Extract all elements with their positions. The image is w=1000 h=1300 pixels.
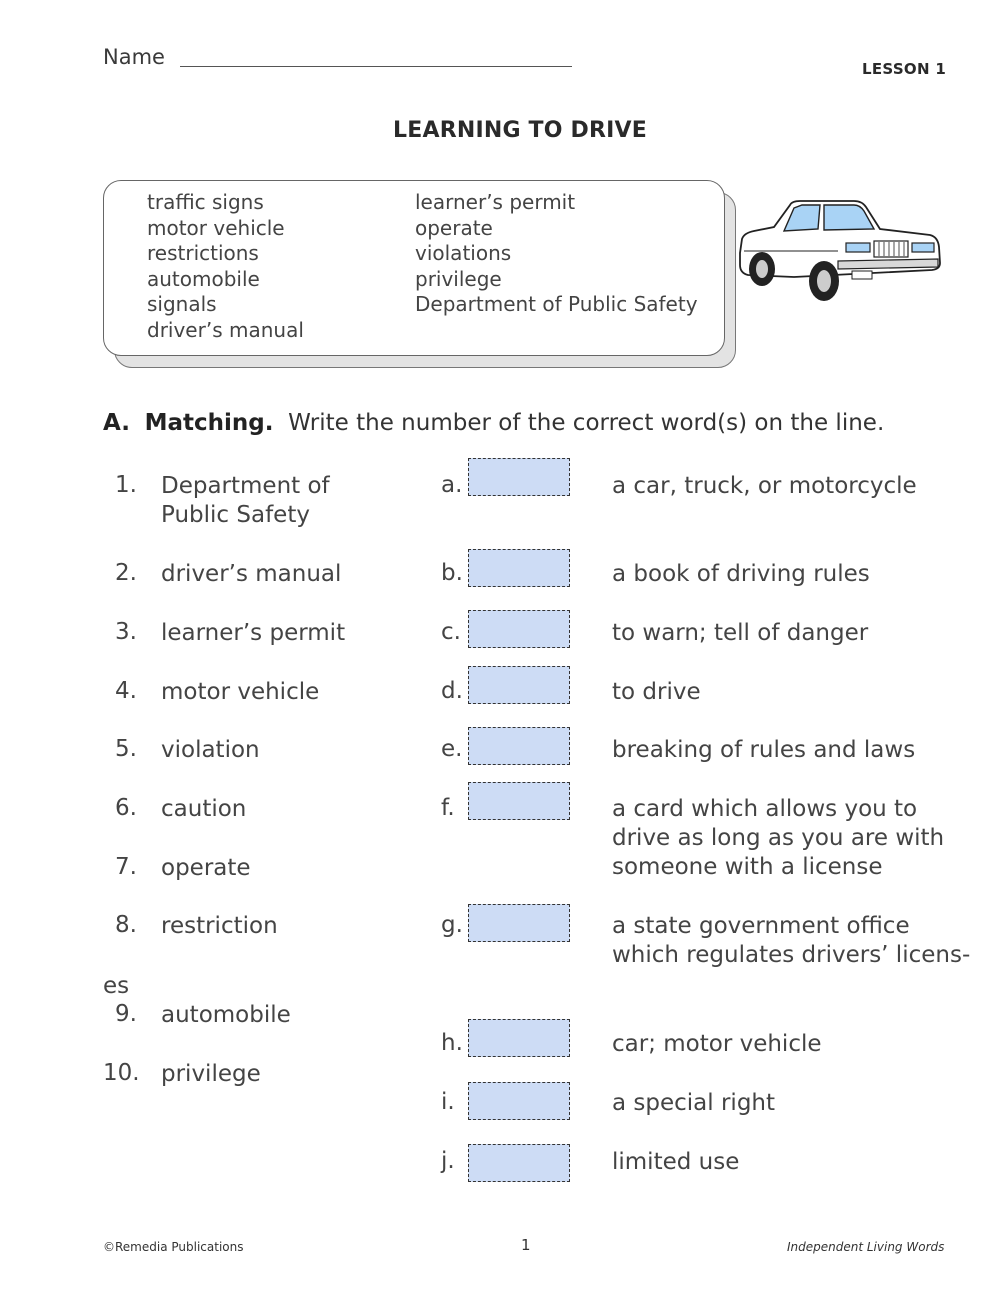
- definition-line: drive as long as you are with: [612, 825, 945, 851]
- footer-publisher: ©Remedia Publications: [103, 1240, 244, 1254]
- term-number: 8.: [115, 912, 137, 938]
- term-number: 2.: [115, 560, 137, 586]
- definition-text: a special right: [612, 1090, 776, 1116]
- definition-letter: c.: [441, 619, 461, 645]
- word-bank-item: violations: [415, 241, 512, 266]
- answer-box-c[interactable]: [468, 610, 570, 648]
- section-instructions: Write the number of the correct word(s) on the line.: [288, 410, 885, 436]
- answer-box-g[interactable]: [468, 904, 570, 942]
- word-bank-item: signals: [147, 292, 217, 317]
- word-bank-item: learner’s permit: [415, 190, 576, 214]
- definition-letter: d.: [441, 678, 463, 704]
- word-bank-item: restrictions: [147, 241, 259, 266]
- definition-line: a card which allows you to: [612, 796, 918, 822]
- term-text: operate: [161, 855, 251, 881]
- definition-text: breaking of rules and laws: [612, 737, 916, 763]
- term-text: violation: [161, 737, 260, 763]
- lesson-label: LESSON 1: [862, 60, 947, 78]
- term-number: 1.: [115, 472, 137, 498]
- footer-book-title: Independent Living Words: [787, 1240, 945, 1254]
- answer-box-b[interactable]: [468, 549, 570, 587]
- word-bank-item: traffic signs: [147, 190, 264, 214]
- word-bank-item: driver’s manual: [147, 317, 304, 342]
- word-bank-column-1: [147, 190, 304, 344]
- section-letter: A.: [103, 410, 130, 436]
- definition-letter: j.: [441, 1148, 455, 1174]
- definition-text: [612, 912, 970, 970]
- word-bank-item: privilege: [415, 266, 502, 291]
- definition-line: a state government office: [612, 913, 910, 939]
- section-title: Matching.: [144, 410, 274, 436]
- stray-text: es: [103, 973, 130, 999]
- word-bank-item: motor vehicle: [147, 215, 285, 240]
- definition-letter: g.: [441, 912, 463, 938]
- answer-box-j[interactable]: [468, 1144, 570, 1182]
- definition-text: to warn; tell of danger: [612, 620, 869, 646]
- term-text: automobile: [161, 1002, 291, 1028]
- answer-box-a[interactable]: [468, 458, 570, 496]
- term-text: privilege: [161, 1061, 261, 1087]
- page-title: LEARNING TO DRIVE: [393, 118, 647, 143]
- term-text: restriction: [161, 913, 278, 939]
- section-heading: [103, 410, 884, 436]
- term-text: caution: [161, 796, 247, 822]
- page-number: 1: [521, 1236, 531, 1254]
- term-number: 4.: [115, 678, 137, 704]
- definition-letter: i.: [441, 1089, 455, 1115]
- definition-letter: b.: [441, 560, 463, 586]
- definition-letter: h.: [441, 1030, 463, 1056]
- term-text: learner’s permit: [161, 620, 346, 646]
- definition-text: car; motor vehicle: [612, 1031, 822, 1057]
- answer-box-d[interactable]: [468, 666, 570, 704]
- term-number: 6.: [115, 795, 137, 821]
- term-number: 10.: [103, 1060, 140, 1086]
- answer-box-e[interactable]: [468, 727, 570, 765]
- term-line: Department of: [161, 473, 330, 499]
- answer-box-h[interactable]: [468, 1019, 570, 1057]
- term-text: motor vehicle: [161, 679, 320, 705]
- definition-line: someone with a license: [612, 854, 883, 880]
- car-illustration: [734, 195, 944, 305]
- name-label: Name: [103, 45, 165, 69]
- definition-text: limited use: [612, 1149, 740, 1175]
- term-text: [161, 472, 330, 530]
- name-line[interactable]: [180, 66, 572, 67]
- term-text: driver’s manual: [161, 561, 342, 587]
- term-number: 9.: [115, 1001, 137, 1027]
- definition-text: to drive: [612, 679, 701, 705]
- definition-line: which regulates drivers’ licens-: [612, 942, 971, 968]
- answer-box-f[interactable]: [468, 782, 570, 820]
- term-number: 7.: [115, 854, 137, 880]
- definition-text: a car, truck, or motorcycle: [612, 473, 917, 499]
- definition-letter: a.: [441, 472, 463, 498]
- word-bank-item: automobile: [147, 266, 260, 291]
- definition-letter: f.: [441, 795, 455, 821]
- word-bank-item: operate: [415, 215, 493, 240]
- word-bank-item: Department of Public Safety: [415, 292, 698, 317]
- term-line: Public Safety: [161, 502, 310, 528]
- definition-text: [612, 795, 944, 882]
- term-number: 3.: [115, 619, 137, 645]
- term-number: 5.: [115, 736, 137, 762]
- word-bank-column-2: [415, 190, 698, 318]
- definition-letter: e.: [441, 736, 463, 762]
- answer-box-i[interactable]: [468, 1082, 570, 1120]
- definition-text: a book of driving rules: [612, 561, 870, 587]
